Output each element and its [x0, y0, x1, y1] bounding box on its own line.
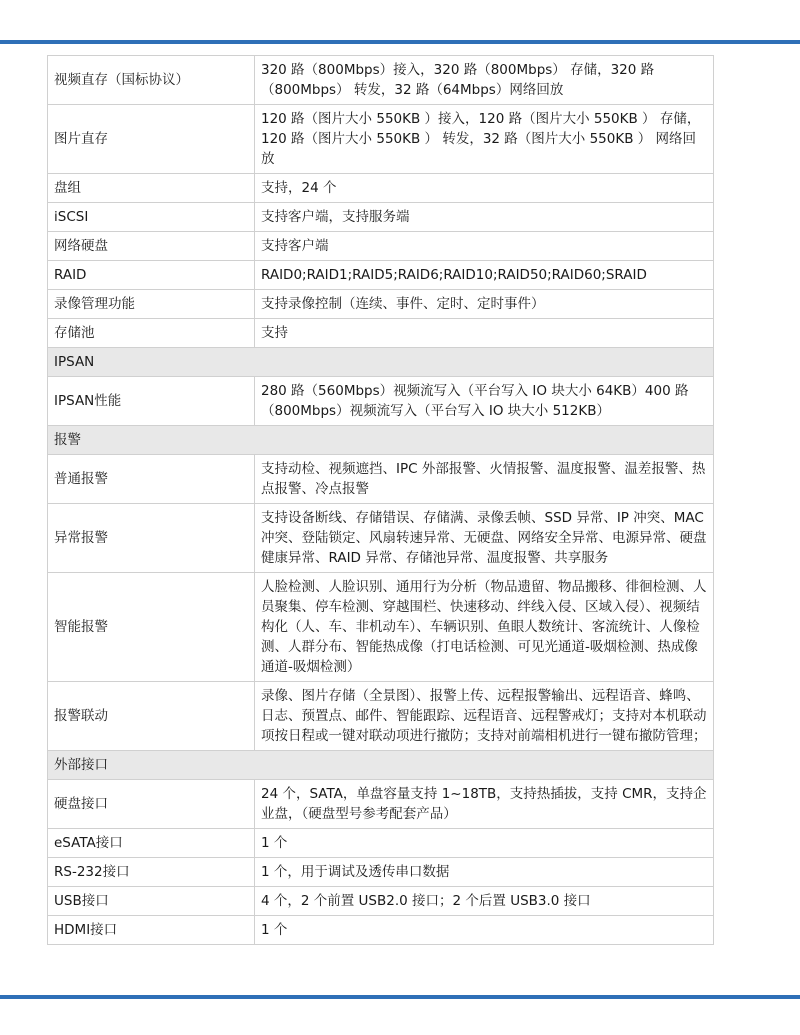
spec-value: 280 路（560Mbps）视频流写入（平台写入 IO 块大小 64KB）400 路（800Mbps）视频流写入（平台写入 IO 块大小 512KB） [255, 377, 714, 426]
spec-row [48, 455, 714, 504]
spec-value: 支持设备断线、存储错误、存储满、录像丢帧、SSD 异常、IP 冲突、MAC 冲突、登陆锁定、风扇转速异常、无硬盘、网络安全异常、电源异常、硬盘健康异常、RAID 异常、存储池异常、温度报警、共享服务 [255, 504, 714, 573]
spec-key: 视频直存（国标协议） [48, 56, 255, 105]
spec-value: 1 个，用于调试及透传串口数据 [255, 858, 714, 887]
spec-key: 盘组 [48, 174, 255, 203]
spec-key: 普通报警 [48, 455, 255, 504]
spec-key: eSATA接口 [48, 829, 255, 858]
spec-value: 人脸检测、人脸识别、通用行为分析（物品遗留、物品搬移、徘徊检测、人员聚集、停车检测、穿越围栏、快速移动、绊线入侵、区域入侵）、视频结构化（人、车、非机动车）、车辆识别、鱼眼人数统计、客流统计、人像检测、人群分布、智能热成像（打电话检测、可见光通道-吸烟检测、热成像通道-吸烟检测） [255, 573, 714, 682]
section-header-row [48, 348, 714, 377]
spec-row [48, 573, 714, 682]
spec-value: 1 个 [255, 916, 714, 945]
section-title: 外部接口 [48, 751, 714, 780]
spec-row [48, 261, 714, 290]
spec-value: 支持客户端 [255, 232, 714, 261]
spec-table [47, 55, 714, 945]
spec-value: 320 路（800Mbps）接入，320 路（800Mbps） 存储，320 路（800Mbps） 转发，32 路（64Mbps）网络回放 [255, 56, 714, 105]
spec-row [48, 174, 714, 203]
section-title: IPSAN [48, 348, 714, 377]
spec-key: iSCSI [48, 203, 255, 232]
spec-row [48, 319, 714, 348]
spec-key: RS-232接口 [48, 858, 255, 887]
spec-value: 24 个，SATA，单盘容量支持 1~18TB，支持热插拔，支持 CMR，支持企业盘，（硬盘型号参考配套产品） [255, 780, 714, 829]
section-header-row [48, 751, 714, 780]
spec-row [48, 232, 714, 261]
spec-key: RAID [48, 261, 255, 290]
spec-key: 图片直存 [48, 105, 255, 174]
spec-row [48, 887, 714, 916]
spec-value: RAID0;RAID1;RAID5;RAID6;RAID10;RAID50;RAID60;SRAID [255, 261, 714, 290]
spec-row [48, 780, 714, 829]
spec-row [48, 682, 714, 751]
spec-key: 存储池 [48, 319, 255, 348]
spec-value: 1 个 [255, 829, 714, 858]
spec-value: 支持，24 个 [255, 174, 714, 203]
section-title: 报警 [48, 426, 714, 455]
footer-rule [0, 995, 800, 999]
spec-key: 网络硬盘 [48, 232, 255, 261]
header-rule [0, 40, 800, 44]
spec-value: 支持动检、视频遮挡、IPC 外部报警、火情报警、温度报警、温差报警、热点报警、冷点报警 [255, 455, 714, 504]
spec-row [48, 829, 714, 858]
spec-key: 硬盘接口 [48, 780, 255, 829]
spec-row [48, 916, 714, 945]
spec-key: USB接口 [48, 887, 255, 916]
spec-row [48, 858, 714, 887]
spec-row [48, 290, 714, 319]
spec-row [48, 504, 714, 573]
spec-row [48, 56, 714, 105]
spec-value: 4 个，2 个前置 USB2.0 接口；2 个后置 USB3.0 接口 [255, 887, 714, 916]
spec-key: HDMI接口 [48, 916, 255, 945]
spec-value: 支持 [255, 319, 714, 348]
spec-value: 120 路（图片大小 550KB ）接入，120 路（图片大小 550KB ） 存储，120 路（图片大小 550KB ） 转发，32 路（图片大小 550KB ） 网络回放 [255, 105, 714, 174]
spec-key: 智能报警 [48, 573, 255, 682]
spec-row [48, 377, 714, 426]
section-header-row [48, 426, 714, 455]
spec-value: 录像、图片存储（全景图）、报警上传、远程报警输出、远程语音、蜂鸣、日志、预置点、邮件、智能跟踪、远程语音、远程警戒灯；支持对本机联动项按日程或一键对联动项进行撤防；支持对前端相机进行一键布撤防管理； [255, 682, 714, 751]
spec-row [48, 105, 714, 174]
spec-table-body [48, 56, 714, 945]
spec-key: 异常报警 [48, 504, 255, 573]
spec-row [48, 203, 714, 232]
spec-key: 录像管理功能 [48, 290, 255, 319]
spec-key: IPSAN性能 [48, 377, 255, 426]
spec-value: 支持客户端，支持服务端 [255, 203, 714, 232]
spec-value: 支持录像控制（连续、事件、定时、定时事件） [255, 290, 714, 319]
spec-key: 报警联动 [48, 682, 255, 751]
